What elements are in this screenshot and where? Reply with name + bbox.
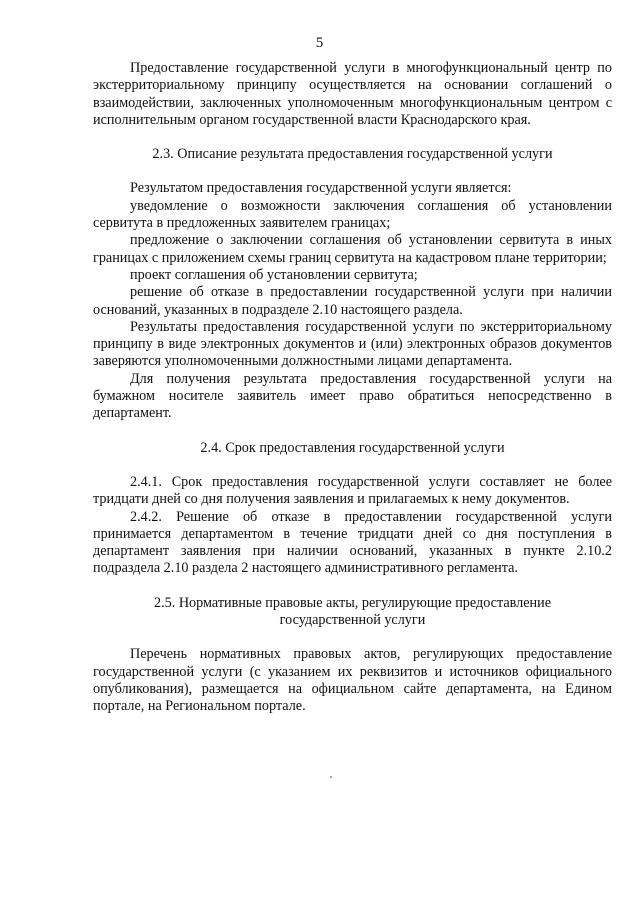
paragraph-result-draft: проект соглашения об установлении сервитута; xyxy=(130,266,418,283)
paragraph-2-4-2: 2.4.2. Решение об отказе в предоставлении государственной услуги принимается департаментом в течение тридцати дней со дня поступления в департамент заявления при наличии оснований, указанных в пункте 2.10.2 подраздела 2.10 раздела 2 настоящего административного регламента. xyxy=(93,508,612,577)
paragraph-result-electronic: Результаты предоставления государственной услуги по экстерриториальному принципу в виде электронных документов и (или) электронных образов документов заверяются уполномоченными должностными лицами департамента. xyxy=(93,318,612,370)
section-heading-2-4: 2.4. Срок предоставления государственной услуги xyxy=(200,439,505,456)
paragraph-legal-acts: Перечень нормативных правовых актов, регулирующих предоставление государственной услуги (с указанием их реквизитов и источников официального опубликования), размещается на официальном сайте департамента, на Едином портале, на Региональном портале. xyxy=(93,646,612,715)
paragraph-result-paper: Для получения результата предоставления государственной услуги на бумажном носителе заявитель имеет право обратиться непосредственно в департамент. xyxy=(93,370,612,422)
section-heading-2-3: 2.3. Описание результата предоставления государственной услуги xyxy=(152,146,553,163)
paragraph-mfc-extraterritorial: Предоставление государственной услуги в многофункциональный центр по экстерриториальному принципу осуществляется на основании соглашений о взаимодействии, заключенных уполномоченным многофункциональным центром с исполнительным органом государственной власти Краснодарского края. xyxy=(93,60,612,128)
paragraph-result-proposal: предложение о заключении соглашения об установлении сервитута в иных границах с приложением схемы границ сервитута на кадастровом плане территории; xyxy=(93,232,612,266)
document-body xyxy=(93,60,612,716)
paragraph-2-4-1: 2.4.1. Срок предоставления государственной услуги составляет не более тридцати дней со дня получения заявления и прилагаемых к нему документов. xyxy=(93,473,612,508)
scan-dot xyxy=(330,776,332,778)
page-number: 5 xyxy=(315,35,324,51)
paragraph-result-intro: Результатом предоставления государственной услуги является: xyxy=(130,180,512,197)
section-heading-2-5-line1: 2.5. Нормативные правовые акты, регулирующие предоставление xyxy=(153,594,551,611)
paragraph-result-refusal: решение об отказе в предоставлении государственной услуги при наличии оснований, указанных в подразделе 2.10 настоящего раздела. xyxy=(93,284,612,318)
section-heading-2-5-line2: государственной услуги xyxy=(279,612,426,629)
paragraph-result-notification: уведомление о возможности заключения соглашения об установлении сервитута в предложенных заявителем границах; xyxy=(93,197,612,232)
